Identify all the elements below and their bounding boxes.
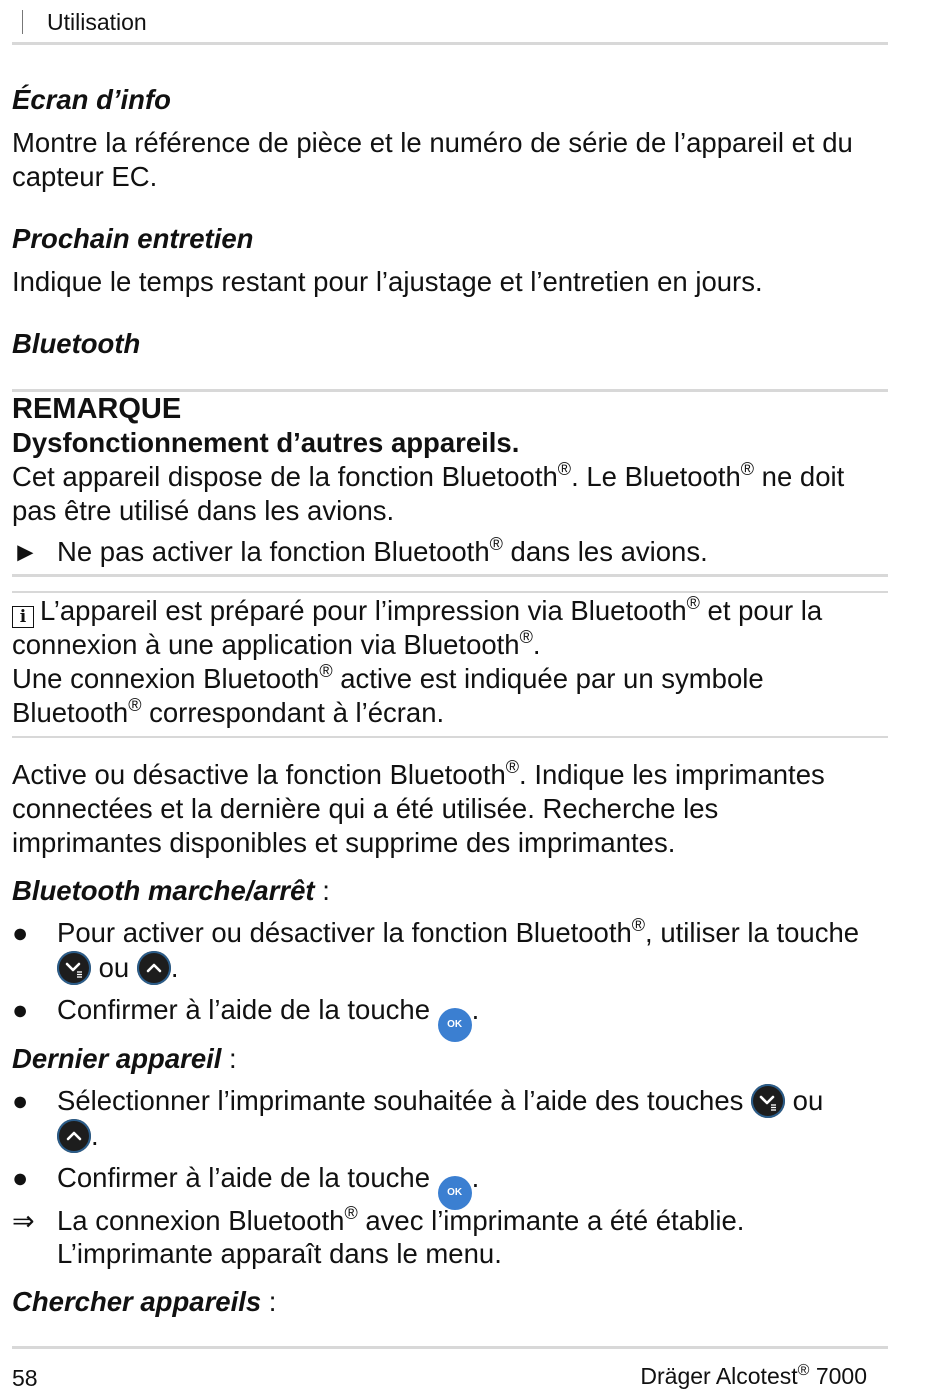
remark-heading: Dysfonctionnement d’autres appareils.: [12, 427, 520, 458]
header-section-title: Utilisation: [47, 9, 147, 35]
info-screen-body-line2: capteur EC.: [12, 161, 158, 192]
footer-rule: [12, 1346, 888, 1349]
down-menu-key-icon: [751, 1084, 785, 1118]
info-note-line4: Bluetooth® correspondant à l’écran.: [12, 695, 445, 728]
onoff-bullet2: Confirmer à l’aide de la touche OK .: [57, 993, 479, 1042]
header-divider: [22, 10, 23, 34]
down-menu-key-icon: [57, 951, 91, 985]
result-arrow-icon: ⇒: [12, 1206, 35, 1236]
info-screen-body-line1: Montre la référence de pièce et le numéro de série de l’appareil et du: [12, 127, 853, 158]
bullet-icon: ●: [12, 918, 29, 948]
search-devices-title: Chercher appareils :: [12, 1286, 277, 1317]
info-screen-title: Écran d’info: [12, 84, 171, 115]
header-rule: [12, 42, 888, 45]
bluetooth-desc-line1: Active ou désactive la fonction Bluetooth®. Indique les imprimantes: [12, 757, 825, 790]
info-note-line2: connexion à une application via Bluetooth®.: [12, 627, 541, 660]
ok-key-icon: OK: [438, 1176, 472, 1210]
last-device-result-line1: La connexion Bluetooth® avec l’imprimante a été établie.: [57, 1203, 745, 1236]
info-note-line3: Une connexion Bluetooth® active est indiquée par un symbole: [12, 661, 764, 694]
up-key-icon: [57, 1119, 91, 1153]
bluetooth-desc-line2: connectées et la dernière qui a été utilisée. Recherche les: [12, 793, 719, 824]
ok-key-icon: OK: [438, 1008, 472, 1042]
remark-label: REMARQUE: [12, 393, 182, 425]
next-service-title: Prochain entretien: [12, 223, 254, 254]
info-note-top-rule: [12, 591, 888, 593]
last-device-result-line2: L’imprimante apparaît dans le menu.: [57, 1238, 502, 1269]
last-device-title: Dernier appareil :: [12, 1043, 237, 1074]
last-device-bullet1-line1: Sélectionner l’imprimante souhaitée à l’aide des touches ou: [57, 1085, 824, 1116]
last-device-bullet1-line2: .: [57, 1119, 99, 1153]
remark-line1: Cet appareil dispose de la fonction Bluetooth®. Le Bluetooth® ne doit: [12, 459, 845, 492]
action-arrow-icon: ►: [12, 537, 39, 567]
info-note-bottom-rule: [12, 736, 888, 738]
up-key-icon: [137, 951, 171, 985]
page-number: 58: [12, 1365, 38, 1391]
info-icon: i: [12, 606, 34, 628]
bluetooth-desc-line3: imprimantes disponibles et supprime des imprimantes.: [12, 827, 676, 858]
bullet-icon: ●: [12, 1163, 29, 1193]
info-note-line1: i L’appareil est préparé pour l’impression via Bluetooth® et pour la: [12, 594, 822, 628]
remark-action: Ne pas activer la fonction Bluetooth® dans les avions.: [57, 534, 708, 567]
bullet-icon: ●: [12, 1086, 29, 1116]
bluetooth-title: Bluetooth: [12, 328, 141, 359]
remark-line2: pas être utilisé dans les avions.: [12, 495, 395, 526]
onoff-bullet1-line2: ou .: [57, 951, 179, 985]
remark-bottom-rule: [12, 574, 888, 577]
next-service-body: Indique le temps restant pour l’ajustage et l’entretien en jours.: [12, 266, 763, 297]
onoff-title: Bluetooth marche/arrêt :: [12, 875, 330, 906]
last-device-bullet2: Confirmer à l’aide de la touche OK .: [57, 1161, 479, 1210]
footer-product-name: Dräger Alcotest® 7000: [640, 1362, 867, 1389]
bullet-icon: ●: [12, 995, 29, 1025]
onoff-bullet1-line1: Pour activer ou désactiver la fonction Bluetooth®, utiliser la touche: [57, 915, 860, 948]
